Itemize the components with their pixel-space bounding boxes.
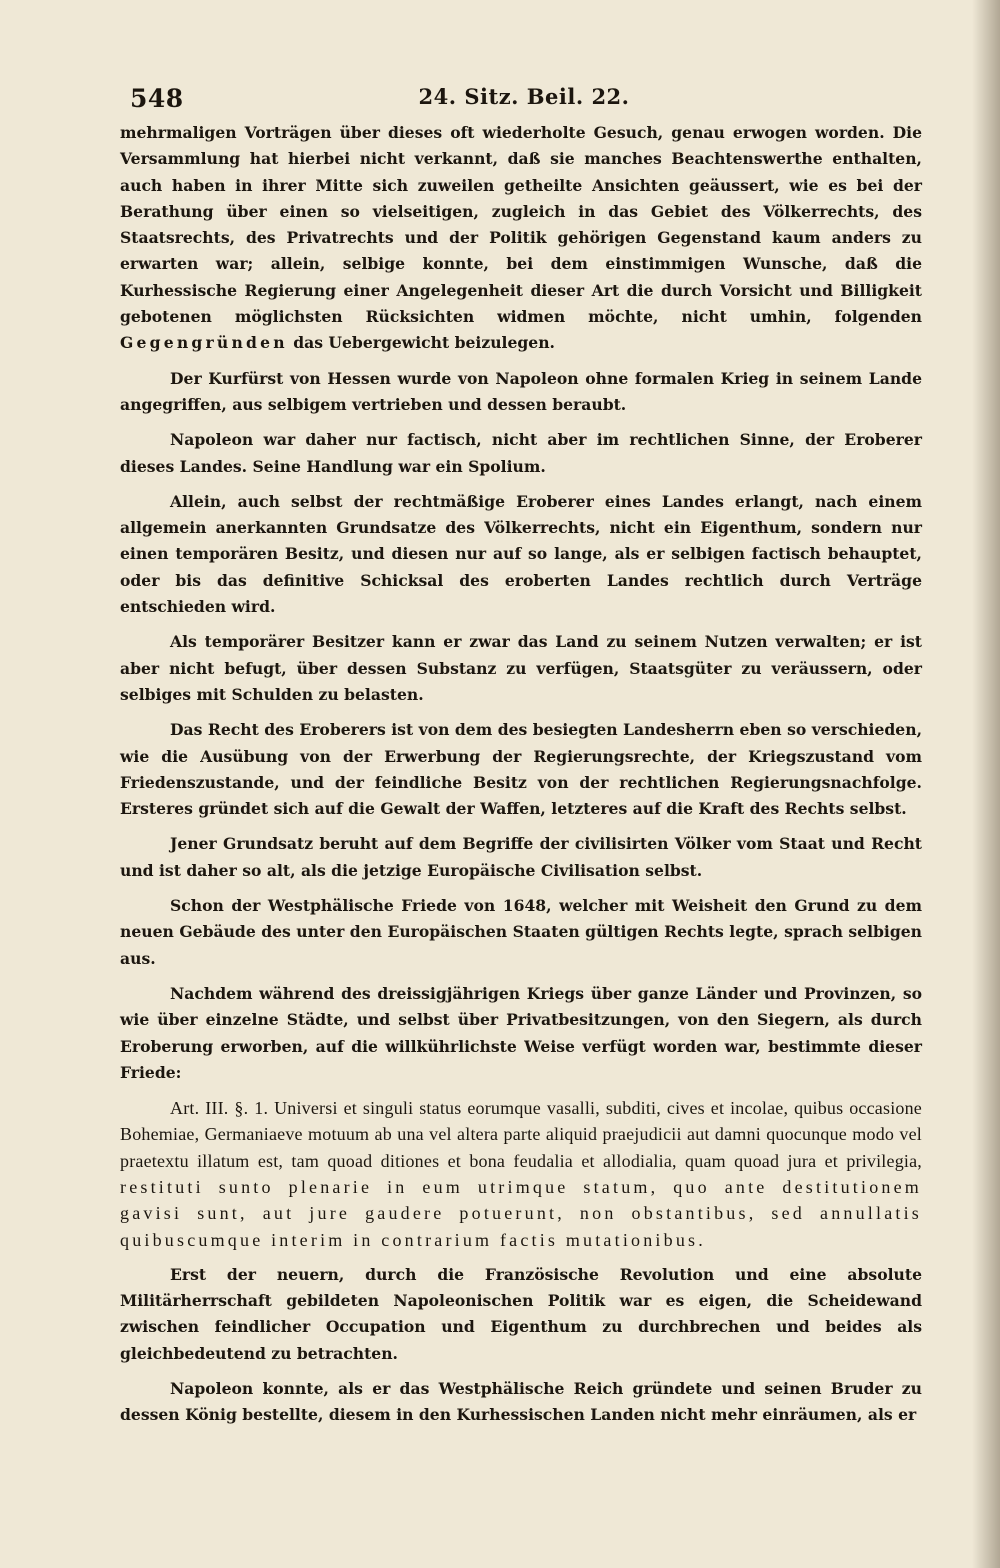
latin-quotation-spaced: restituti sunto plenarie in eum utrimque statum, quo ante destitutionem gavisi sunt, aut jure gaudere potuerunt, non obstantibus, sed annullatis quibuscumque interim in contrarium factis mutationibus. <box>120 1176 922 1250</box>
page-number: 548 <box>130 84 184 113</box>
paragraph-continued: mehrmaligen Vorträgen über dieses oft wiederholte Gesuch, genau erwogen worden. Die Versammlung hat hierbei nicht verkannt, daß sie manches Beachtenswerthe enthalten, auch haben in ihrer Mitte sich zuweilen getheilte Ansichten geäussert, wie es bei der Berathung über einen so vielseitigen, zugleich in das Gebiet des Völkerrechts, des Staatsrechts, des Privatrechts und der Politik gehörigen Gegenstand kaum anders zu erwarten war; allein, selbige konnte, bei dem einstimmigen Wunsche, daß die Kurhessische Regierung einer Angelegenheit dieser Art die durch Vorsicht und Billigkeit gebotenen möglichsten Rücksichten widmen möchte, nicht umhin, folgenden Gegengründen das Uebergewicht beizulegen. <box>120 123 922 353</box>
paragraph: Das Recht des Eroberers ist von dem des besiegten Landesherrn eben so verschieden, wie die Ausübung von der Erwerbung der Regierungsrechte, der Kriegszustand vom Friedenszustande, und der feindliche Besitz von der rechtlichen Regierungsnachfolge. Ersteres gründet sich auf die Gewalt der Waffen, letzteres auf die Kraft des Rechts selbst. <box>120 720 922 819</box>
paragraph: Jener Grundsatz beruht auf dem Begriffe der civilisirten Völker vom Staat und Recht und ist daher so alt, als die jetzige Europäische Civilisation selbst. <box>120 834 922 880</box>
paragraph: Der Kurfürst von Hessen wurde von Napoleon ohne formalen Krieg in seinem Lande angegriffen, aus selbigem vertrieben und dessen beraubt. <box>120 368 922 414</box>
paragraph: Allein, auch selbst der rechtmäßige Eroberer eines Landes erlangt, nach einem allgemein anerkannten Grundsatze des Völkerrechts, nicht ein Eigenthum, sondern nur einen temporären Besitz, und diesen nur auf so lange, als er selbigen factisch behauptet, oder bis das definitive Schicksal des eroberten Landes rechtlich durch Verträge entschieden wird. <box>120 491 922 617</box>
page-header <box>120 84 928 116</box>
paragraph: Napoleon konnte, als er das Westphälische Reich gründete und seinen Bruder zu dessen König bestellte, diesem in den Kurhessischen Landen nicht mehr einräumen, als er <box>120 1379 922 1425</box>
paragraph: Napoleon war daher nur factisch, nicht aber im rechtlichen Sinne, der Eroberer dieses Landes. Seine Handlung war ein Spolium. <box>120 430 922 476</box>
paragraph: Als temporärer Besitzer kann er zwar das Land zu seinem Nutzen verwalten; er ist aber nicht befugt, über dessen Substanz zu verfügen, Staatsgüter zu veräussern, oder selbiges mit Schulden zu belasten. <box>120 632 922 704</box>
paragraph: Schon der Westphälische Friede von 1648, welcher mit Weisheit den Grund zu dem neuen Gebäude des unter den Europäischen Staaten gültigen Rechts legte, sprach selbigen aus. <box>120 896 922 968</box>
latin-quotation-start: Art. III. §. 1. Universi et singuli status eorumque vasalli, subditi, cives et incolae, quibus occasione Bohemiae, Germaniaeve motuum ab una vel altera parte aliquid praejudicii aut damni quocunque modo vel praetextu illatum est, tam quoad ditiones et bona feudalia et allodialia, quam quoad jura et privilegia, <box>120 1098 922 1171</box>
running-head: 24. Sitz. Beil. 22. <box>418 84 630 109</box>
emphasis-gegengruenden: Gegengründen <box>120 333 288 353</box>
body-text <box>120 120 922 1438</box>
paragraph: Nachdem während des dreissigjährigen Kriegs über ganze Länder und Provinzen, so wie über einzelne Städte, und selbst über Privatbesitzungen, von den Siegern, als durch Eroberung erworben, auf die willkührlichste Weise verfügt worden war, bestimmte dieser Friede: <box>120 983 922 1082</box>
latin-quotation <box>120 1095 922 1253</box>
paragraph: Erst der neuern, durch die Französische Revolution und eine absolute Militärherrschaft gebildeten Napoleonischen Politik war es eigen, die Scheidewand zwischen feindlicher Occupation und Eigenthum zu durchbrechen und beides als gleichbedeutend zu betrachten. <box>120 1264 922 1363</box>
